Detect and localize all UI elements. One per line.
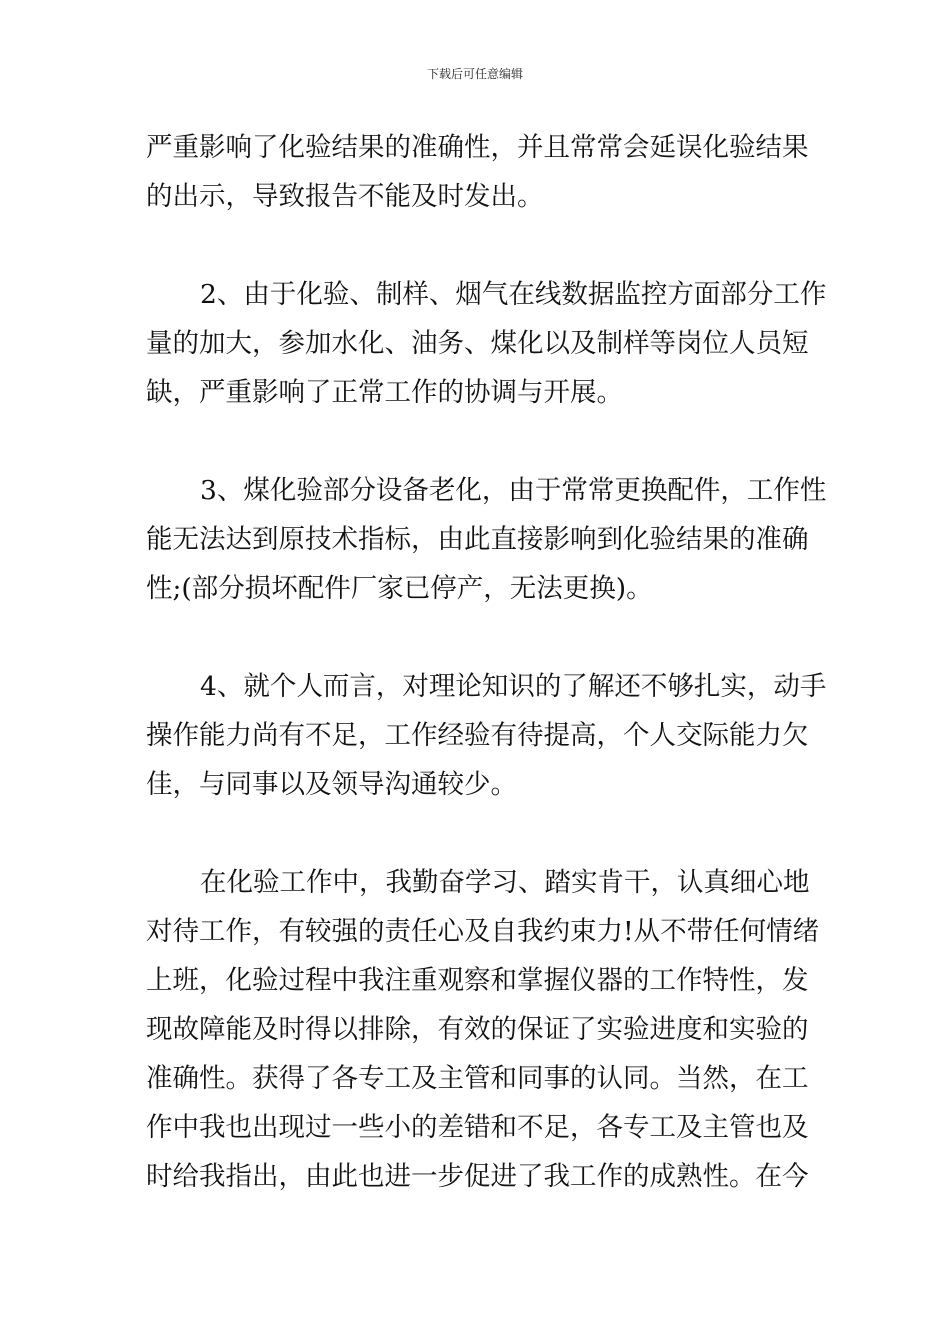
text-line: 量的加大，参加水化、油务、煤化以及制样等岗位人员短 (146, 328, 809, 359)
text-line: 的出示，导致报告不能及时发出。 (146, 181, 544, 212)
text-line: 能无法达到原技术指标，由此直接影响到化验结果的准确 (146, 524, 809, 555)
text-line: 严重影响了化验结果的准确性，并且常常会延误化验结果 (146, 132, 809, 163)
text-line: 3、煤化验部分设备老化，由于常常更换配件，工作性 (200, 475, 827, 506)
text-line: 操作能力尚有不足，工作经验有待提高，个人交际能力欠 (146, 720, 809, 751)
text-line: 佳，与同事以及领导沟通较少。 (146, 769, 517, 800)
text-line: 缺，严重影响了正常工作的协调与开展。 (146, 377, 623, 408)
text-line: 对待工作，有较强的责任心及自我约束力!从不带任何情绪 (146, 916, 820, 947)
text-line: 准确性。获得了各专工及主管和同事的认同。当然，在工 (146, 1063, 809, 1094)
text-line: 现故障能及时得以排除，有效的保证了实验进度和实验的 (146, 1014, 809, 1045)
paragraph (146, 123, 810, 221)
paragraph (146, 270, 827, 417)
text-line: 上班，化验过程中我注重观察和掌握仪器的工作特性，发 (146, 965, 809, 996)
document-body (146, 123, 827, 1201)
page-header: 下载后可任意编辑 (426, 67, 523, 81)
paragraph (146, 466, 827, 613)
paragraph (146, 858, 820, 1201)
text-line: 在化验工作中，我勤奋学习、踏实肯干，认真细心地 (200, 867, 810, 898)
text-line: 时给我指出，由此也进一步促进了我工作的成熟性。在今 (146, 1161, 809, 1192)
paragraph (146, 662, 827, 809)
text-line: 性;(部分损坏配件厂家已停产，无法更换)。 (146, 573, 653, 604)
text-line: 作中我也出现过一些小的差错和不足，各专工及主管也及 (146, 1112, 809, 1143)
text-line: 2、由于化验、制样、烟气在线数据监控方面部分工作 (200, 279, 827, 310)
text-line: 4、就个人而言，对理论知识的了解还不够扎实，动手 (200, 671, 827, 702)
